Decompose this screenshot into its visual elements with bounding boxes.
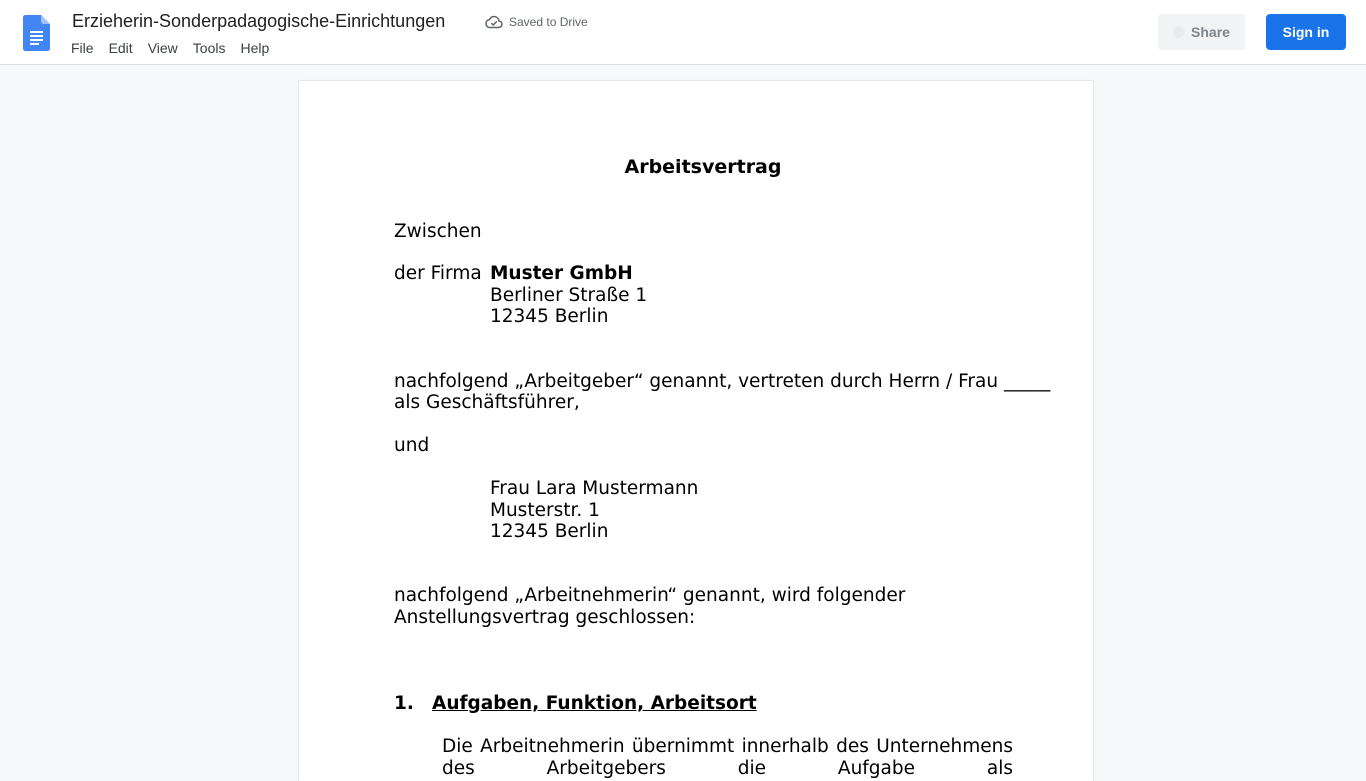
section-title: Aufgaben, Funktion, Arbeitsort [432,693,757,714]
top-bar [0,0,1366,65]
section-number: 1. [394,693,414,714]
menu-bar [71,40,284,56]
google-docs-icon[interactable] [23,15,50,51]
menu-help[interactable]: Help [240,40,270,56]
menu-file[interactable]: File [71,40,94,56]
and-text: und [394,435,430,456]
menu-tools[interactable]: Tools [192,40,226,56]
document-page[interactable] [299,81,1093,781]
document-heading: Arbeitsvertrag [624,156,782,178]
employee-city: 12345 Berlin [490,521,609,542]
employee-name: Frau Lara Mustermann [490,478,699,499]
save-status [485,14,588,30]
employee-note-line2: Anstellungsvertrag geschlossen: [394,607,696,628]
sign-in-button-label: Sign in [1282,24,1330,40]
firm-label: der Firma [394,263,482,284]
between-text: Zwischen [394,221,482,242]
sign-in-button[interactable] [1266,14,1346,50]
cloud-done-icon [485,15,503,29]
share-button[interactable] [1158,14,1245,50]
employer-name: Muster GmbH [490,263,633,284]
saved-status-text: Saved to Drive [509,15,588,29]
lock-icon [1173,26,1185,38]
employer-city: 12345 Berlin [490,306,609,327]
menu-edit[interactable]: Edit [108,40,133,56]
employer-note-line2: als Geschäftsführer, [394,392,580,413]
employer-street: Berliner Straße 1 [490,285,648,306]
section-body: Die Arbeitnehmerin übernimmt innerhalb des Unternehmens des Arbeitgebers die Aufgabe als [442,736,1013,779]
employee-street: Musterstr. 1 [490,500,600,521]
employee-note-line1: nachfolgend „Arbeitnehmerin“ genannt, wird folgender [394,585,906,606]
employer-note-line1: nachfolgend „Arbeitgeber“ genannt, vertreten durch Herrn / Frau _____ [394,371,1051,392]
share-button-label: Share [1191,24,1230,40]
document-title[interactable]: Erzieherin-Sonderpadagogische-Einrichtungen [72,11,446,31]
menu-view[interactable]: View [147,40,178,56]
